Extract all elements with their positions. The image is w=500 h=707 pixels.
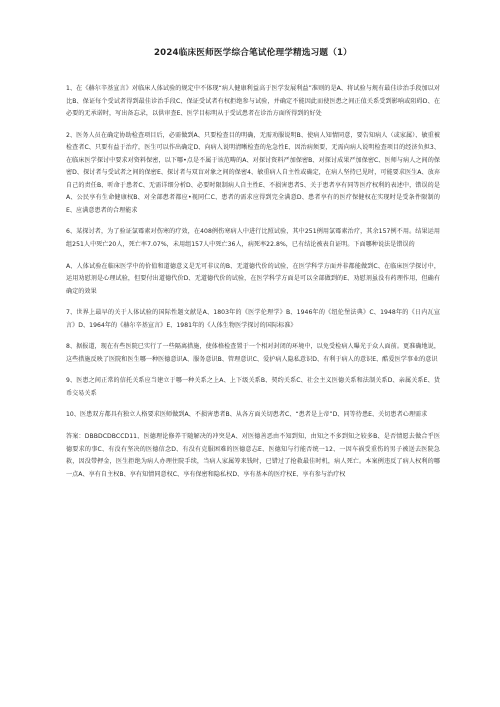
paragraph-q10: 10、医患双方都具有独立人格要求医师做到A、不损害患者B、从各方面关切患者C、“患者是上帝”D、同等待患E、关切患者心理需求 bbox=[66, 411, 428, 419]
paragraph-q6-options: A、人体试验在临床医学中的价值和道德意义是无可非议的B、无道德代价的试验，在医学科学方面并非都能做到C、在临床医学探讨中，运用劝慰剂是心理试验，但要付出道德代价D、无道德代价的试验，在医学科学方面是可以全部做到的E、劝慰剂虽没有药理作用，但确有确定的效果 bbox=[66, 262, 440, 295]
paragraph-q7: 7、世界上最早的关于人体试验的国际性题文献是A、1803年的《医学伦理学》B、1946年的《纽伦堡法典》C、1948年的《日内瓦宣言》D、1964年的《赫尔辛基宣言》E、1981年的《人体生物医学探讨的国际标准》 bbox=[66, 309, 440, 329]
document-title: 2024临床医师医学综合笔试伦理学精选习题（1） bbox=[154, 48, 352, 58]
paragraph-q9: 9、医患之间正常的信托关系应当建立于哪一种关系之上A、上下级关系B、契约关系C、社会主义医德关系和法制关系D、亲属关系E、货币交易关系 bbox=[66, 377, 440, 397]
paragraph-answers: 答案：DBBDCDBCCD11、医德理论修养干随解决的冲突是A、对医德善恶由不知到知，由知之不多到知之较多B、是否情愿去做合乎医德要求的事C、有没有坚决的医德信念D、有没有克服困难的医德意志E、医德知与行能否统一12、一因车祸受重伤的男子被送去医院急救，因没带押金，医生拒绝为病人办理住院手续，当病人家属筹来钱时，已错过了抢救最佳时机，病人死亡。本案例违反了病人权利的哪一点A、享有自主权B、享有知情同意权C、享有保密和隐私权D、享有基本的医疗权E、享有参与治疗权 bbox=[66, 433, 440, 478]
paragraph-q8: 8、据报道，现在有些医院已实行了一些隔离措施，使体格检查置于一个相对封闭的环境中，以免受检病人曝光于众人面前。更准确地说，这些措施反映了医院和医生哪一种医德意识A、服务意识B、管理意识C、爱护病人隐私意识D、有利于病人的意识E、酷爱医学事业的意识 bbox=[66, 343, 440, 363]
paragraph-q2-5: 2、医务人员在确定协助检查项目后，必需做到A、只要检查目的明确，无需劝服说明B、使病人知情同意，要告知病人（或家属）、敏重被检查者C、只要有益于治疗，医生可以作出确定D、向病人说明清晰检查的危急性E、因治病须要，无需向病人说明检查项目的经济负担3、在临床医学探讨中要求对资料保密，以下哪•点是不属于该范畴的A、对探讨资料严加保密B、对探讨成果严加保密C、医师与病人之间的保密D、探讨者与受试者之间的保密E、探讨者与双盲对象之间的保密4、敏重病人自主性或确定，在病人坚持已见时，可能要求医生A、放弃自己的责任B、听命于患者C、无需详细分析D、必要时限制病人自主性E、不损害患者5、关于患者享有同等医疗权利的表述中，错误的是A、公民享有生命健康权B、对全部患者都应•视同仁C、患者的需求应得到完全满意D、患者享有的医疗保健权在实现时是受条件限制的E、应满意患者的合理能求 bbox=[66, 131, 440, 214]
paragraph-q6: 6、某探讨者，为了验证氯霉素对伤寒的疗效，在408例伤寒病人中进行比照试验，其中251例用氯霉素治疗，其余157例不用。结果运用组251人中死亡20人，死亡率7.07%，未用组157人中死亡36人，病死率22.8%，已有结论被表自证明。下面哪种说法是错误的 bbox=[66, 228, 440, 249]
paragraph-q1: 1、在《赫尔辛基宣言》对临床人体试验的规定中不体现“病人健康利益高于医学发展利益”准则的是A、将试验与规有最佳诊治手段加以对比B、保证每个受试者得到最佳诊治手段C、保证受试者有权拒绝参与试验，并确定不能因此而使医患之间正值关系受到影响或阻碍D、在必要的无承诺时，写出备忘录，以供审查E、医学目标明从于受试患者在诊治方面所得到的好处 bbox=[66, 85, 440, 118]
